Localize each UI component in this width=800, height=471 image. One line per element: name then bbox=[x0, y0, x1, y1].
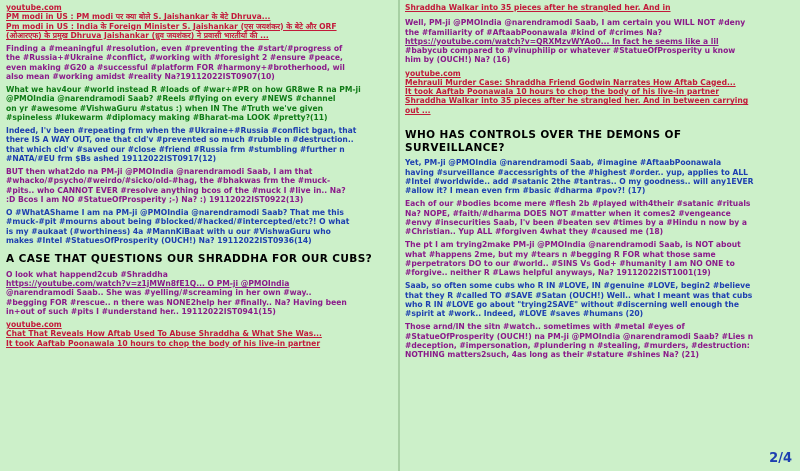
heading-line-1: WHO HAS CONTROLS OVER THE DEMONS OF bbox=[405, 128, 682, 141]
tweet-line: Yet, PM-ji @PMOIndia @narendramodi Saab, #imagine #AftaabPoonawala bbox=[405, 158, 722, 168]
tweet-line: makes #Intel #StatuesOfProsperity (OUCH!) Na? 19112022IST0936(14) bbox=[6, 235, 312, 245]
tweet-line: Those arnd/IN the sitn #watch.. sometimes with #metal #eyes of bbox=[405, 322, 685, 332]
tweet-line: the #familiarity of #AftaabPoonawala #kind of #crimes Na? bbox=[405, 27, 663, 37]
tweet-line: #StatueOfProsperity (OUCH!) na PM-ji @PMOIndia @narendramodi Saab? #Lies n bbox=[405, 331, 754, 341]
link-desc-1[interactable]: Pm modi in US : India के Foreign Minister S. Jaishankar (एस जयशंकर) के बेटे और ORF bbox=[6, 21, 337, 31]
link-card-continued[interactable] bbox=[405, 3, 793, 12]
link-desc[interactable]: Shraddha Walkar into 35 pieces after he strangled her. And in bbox=[405, 3, 671, 12]
tweet-line: O look what happend2cub #Shraddha bbox=[6, 269, 168, 279]
tweet-line: Finding a #meaningful #resolution, even #preventing the #start/#progress of bbox=[6, 44, 343, 53]
tweet-line: NOTHING matters2such, 4as long as their #stature #shines Na? (21) bbox=[405, 350, 699, 360]
tweet-line: Each of our #bodies bcome mere #flesh 2b #played with4their #satanic #rituals bbox=[405, 199, 751, 209]
tweet-line: #muck-#pit #mourns about being #blocked/#hacked/#intercepted/etc?! O what bbox=[6, 217, 350, 227]
tweet-line: :D Bcos I am NO #StatueOfProsperity ;-) Na? :) 19112022IST0922(13) bbox=[6, 194, 304, 204]
link-title[interactable]: PM modi in US : PM modi पर क्या बोले S. Jaishankar के बेटे Dhruva... bbox=[6, 12, 271, 22]
tweet-line: what #happens 2me, but my #tears n #begging R FOR what those same bbox=[405, 249, 716, 259]
tweet-line: #perpetrators DO to our #world.. #SINS Vs God+ #humanity I am NO ONE to bbox=[405, 258, 735, 268]
tweet-line: #spineless #lukewarm #diplomacy making #Bharat-ma LOOK #pretty?(11) bbox=[6, 112, 328, 122]
tweet-line: #forgive.. neither R #Laws helpful anyways, Na? 19112022IST1001(19) bbox=[405, 268, 711, 278]
link-desc[interactable]: It took Aaftab Poonawala 10 hours to chop the body of his live-in partner bbox=[6, 338, 321, 348]
tweet-line: that they R #called TO #SAVE #Satan (OUCH!) Well.. what I meant was that cubs bbox=[405, 290, 753, 300]
youtube-url-link[interactable]: https://youtube.com/watch?v=QRXMzvWYAo0... In fact he seems like a lil bbox=[405, 36, 719, 46]
link-source[interactable]: youtube.com bbox=[405, 68, 461, 78]
tweet-line: #Intel #worldwide.. add #satanic 2the #tantras.. O my goodness.. will any1EVER bbox=[405, 176, 754, 186]
tweet-line: BUT then what2do na PM-ji @PMOIndia @narendramodi Saab, I am that bbox=[6, 167, 313, 176]
tweet-line: even making #G20 a #successful #platform FOR #harmony+#brotherhood, wil bbox=[6, 62, 345, 72]
link-title[interactable]: Chat That Reveals How Aftab Used To Abuse Shraddha & What She Was... bbox=[6, 329, 322, 339]
tweet-16 bbox=[405, 18, 793, 64]
tweet-line: #spirit at #work.. Indeed, #LOVE #saves #humans (20) bbox=[405, 309, 644, 319]
page-number: 2/4 bbox=[769, 451, 792, 467]
tweet-15 bbox=[6, 270, 394, 316]
tweet-20 bbox=[405, 281, 793, 318]
tweet-line: #allow it? I mean even frm #basic #dharma #pov?! (17) bbox=[405, 186, 646, 196]
section-heading-shraddha: A CASE THAT QUESTIONS OUR SHRADDHA FOR OUR CUBS? bbox=[6, 253, 373, 265]
tweet-13 bbox=[6, 167, 394, 204]
tweet-21 bbox=[405, 322, 793, 359]
tweet-line: Saab, so often some cubs who R IN #LOVE, IN #genuine #LOVE, begin2 #believe bbox=[405, 281, 751, 291]
link-desc[interactable]: Shraddha Walkar into 35 pieces after he strangled her. And in between carrying bbox=[405, 96, 749, 106]
tweet-10 bbox=[6, 44, 394, 81]
tweet-line: having #surveillance #accessrights of the #highest #order.. yup, applies to ALL bbox=[405, 167, 749, 177]
tweet-line: @PMOIndia @narendramodi Saab? #Reels #flying on every #NEWS #channel bbox=[6, 94, 336, 104]
tweet-line: in+out of such #pits I #understand her.. 19112022IST0941(15) bbox=[6, 306, 276, 316]
tweet-line: Indeed, I'v been #repeating frm when the #Ukraine+#Russia #conflict bgan, that bbox=[6, 126, 357, 135]
tweet-line: #envy #insecurities Saab, I'v been #beaten sev #times by a #Hindu n now by a bbox=[405, 217, 748, 227]
tweet-17 bbox=[405, 158, 793, 195]
link-title[interactable]: Mehrauli Murder Case: Shraddha Friend Godwin Narrates How Aftab Caged... bbox=[405, 77, 736, 87]
tweet-line: O #WhatAShame I am na PM-ji @PMOIndia @narendramodi Saab? That me this bbox=[6, 208, 344, 217]
link-desc[interactable]: It took Aaftab Poonawala 10 hours to chop the body of his live-in partner bbox=[405, 87, 720, 96]
section-heading-surveillance bbox=[405, 129, 793, 155]
tweet-18 bbox=[405, 199, 793, 236]
left-column bbox=[6, 3, 394, 352]
heading-line-2: SURVEILLANCE? bbox=[405, 141, 505, 154]
tweet-line: #begging FOR #rescue.. n there was NONE2help her #finally.. Na? Having been bbox=[6, 297, 347, 307]
tweet-line: is my #aukaat (#worthiness) 4a #MannKiBaat with u our #VishwaGuru who bbox=[6, 226, 331, 236]
youtube-link-card-modi[interactable] bbox=[6, 3, 394, 40]
tweet-line: also mean #working amidst #reality Na?19112022IST0907(10) bbox=[6, 71, 275, 81]
link-source[interactable]: youtube.com bbox=[6, 320, 62, 330]
right-column bbox=[405, 3, 793, 363]
youtube-link-card-aftab[interactable] bbox=[6, 320, 394, 348]
tweet-line: that which cld'v #saved our #close #friend #Russia frm #stumbling #further n bbox=[6, 144, 345, 154]
tweet-line: him by (OUCH!) Na? (16) bbox=[405, 55, 511, 65]
tweet-line: who R IN #LOVE go about "trying2SAVE" without #discerning well enough the bbox=[405, 299, 739, 309]
tweet-line: Na? NOPE, #faith/#dharma DOES NOT #matter when it comes2 #vengeance bbox=[405, 208, 731, 218]
tweet-line: The pt I am trying2make PM-ji @PMOIndia @narendramodi Saab, is NOT about bbox=[405, 240, 741, 250]
column-divider bbox=[398, 0, 400, 471]
tweet-line: @narendramodi Saab.. She was #yelling/#screaming in her own #way.. bbox=[6, 288, 312, 298]
link-desc-2[interactable]: (ओआरएफ) के प्रमुख Dhruva Jaishankar (ध्रुव जयशंकर) ने प्रवासी भारतीयों की ... bbox=[6, 30, 269, 40]
tweet-line: #pits.. who CANNOT EVER #resolve anything bcos of the #muck I #live in.. Na? bbox=[6, 185, 346, 195]
tweet-11 bbox=[6, 85, 394, 122]
tweet-line: the #Russia+#Ukraine #conflict, #working with #foresight 2 #ensure #peace, bbox=[6, 53, 343, 63]
youtube-url-link[interactable]: https://youtube.com/watch?v=z1jMWn8fE1Q... O PM-ji @PMOIndia bbox=[6, 279, 290, 289]
tweet-14 bbox=[6, 208, 394, 245]
tweet-line: #Christian.. Yup ALL #forgiven 4what they #caused me (18) bbox=[405, 227, 664, 237]
tweet-line: #whacko/#psycho/#weirdo/#sicko/old-#hag, the #bhakwas frm the #muck- bbox=[6, 176, 331, 186]
link-desc[interactable]: out ... bbox=[405, 105, 431, 115]
tweet-12 bbox=[6, 126, 394, 163]
tweet-line: on yr #awesome #VishwaGuru #status :) when IN The #Truth we've given bbox=[6, 103, 324, 113]
tweet-line: #deception, #impersonation, #plundering n #stealing, #murders, #destruction: bbox=[405, 340, 750, 350]
tweet-19 bbox=[405, 240, 793, 277]
tweet-line: #NATA/#EU frm $Bs ashed 19112022IST0917(12) bbox=[6, 153, 217, 163]
tweet-line: there IS A WAY OUT, one that cld'v #prevented so much #rubble n #destruction.. bbox=[6, 135, 354, 145]
tweet-line: Well, PM-ji @PMOIndia @narendramodi Saab, I am certain you WILL NOT #deny bbox=[405, 18, 746, 28]
youtube-link-card-mehrauli[interactable] bbox=[405, 69, 793, 115]
tweet-line: What we hav4our #world instead R #loads of #war+#PR on how GR8we R na PM-ji bbox=[6, 85, 361, 94]
tweet-line: #babycub compared to #vinuphilip or whatever #StatueOfProsperity u know bbox=[405, 46, 736, 55]
link-source[interactable]: youtube.com bbox=[6, 3, 62, 12]
